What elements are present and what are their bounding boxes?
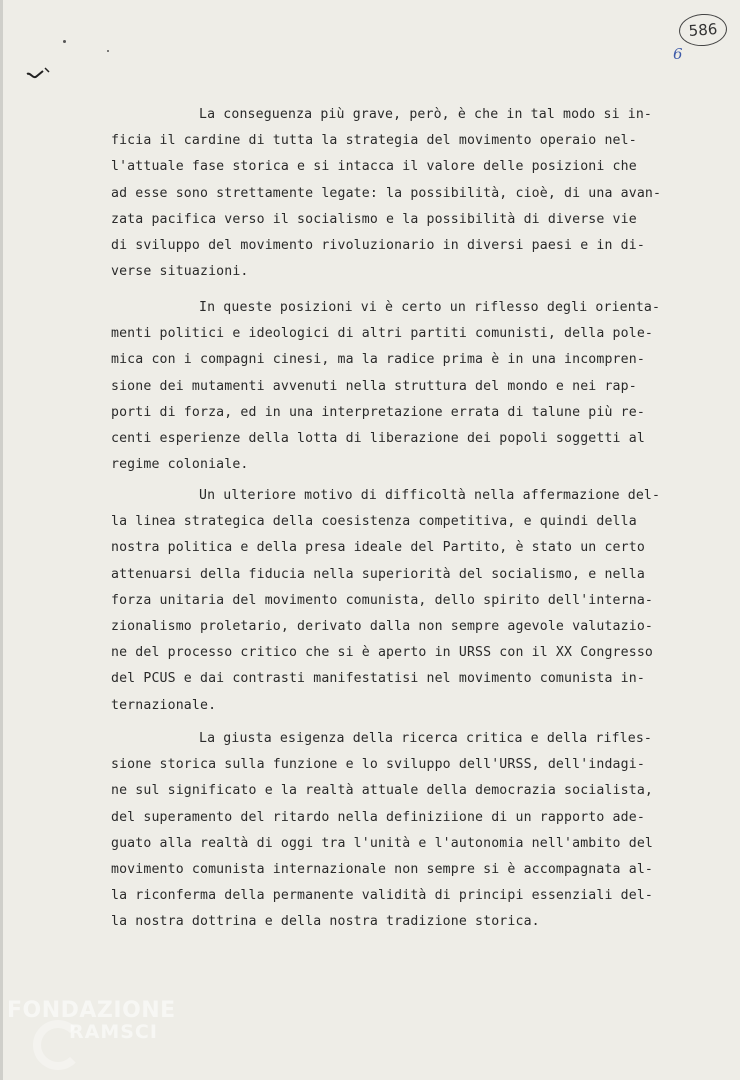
text-line: regime coloniale. (111, 457, 249, 473)
text-line: La giusta esigenza della ricerca critica e della rifles- (199, 731, 653, 746)
pen-mark-icon (25, 62, 51, 86)
text-line: ad esse sono strettamente legate: la possibilità, cioè, di una avan- (111, 185, 662, 201)
archive-stamp-number: 586 (688, 20, 718, 40)
text-line: centi esperienze della lotta di liberazione dei popoli soggetti al (111, 431, 645, 447)
text-line: nostra politica e della presa ideale del Partito, è stato un certo (111, 540, 645, 556)
speck (63, 40, 66, 43)
text-line: forza unitaria del movimento comunista, dello spirito dell'interna- (111, 592, 653, 608)
text-line: zata pacifica verso il socialismo e la possibilità di diverse vie (111, 211, 637, 227)
speck (107, 50, 109, 52)
paragraph-2 (111, 295, 706, 478)
archive-stamp (678, 12, 728, 47)
text-line: la linea strategica della coesistenza competitiva, e quindi della (111, 514, 637, 530)
handwritten-page-number: 6 (673, 45, 683, 63)
text-line: zionalismo proletario, derivato dalla non sempre agevole valutazio- (111, 619, 653, 635)
text-line: porti di forza, ed in una interpretazione errata di talune più re- (111, 404, 645, 420)
text-line: ne del processo critico che si è aperto in URSS con il XX Congresso (111, 645, 653, 661)
text-line: del PCUS e dai contrasti manifestatisi nel movimento comunista in- (111, 671, 645, 687)
text-line: ne sul significato e la realtà attuale della democrazia socialista, (111, 783, 653, 799)
watermark (7, 998, 176, 1043)
text-line: mica con i compagni cinesi, ma la radice prima è in una incompren- (111, 352, 645, 368)
text-line: del superamento del ritardo nella definiziione di un rapporto ade- (111, 809, 645, 825)
paragraph-4 (111, 726, 706, 936)
watermark-line-1: FONDAZIONE (7, 998, 176, 1023)
text-line: ficia il cardine di tutta la strategia del movimento operaio nel- (111, 133, 637, 149)
paragraph-1 (111, 102, 706, 285)
text-line: sione storica sulla funzione e lo sviluppo dell'URSS, dell'indagi- (111, 757, 645, 773)
paragraph-3 (111, 483, 706, 719)
text-line: movimento comunista internazionale non sempre si è accompagnata al- (111, 862, 653, 878)
text-line: verse situazioni. (111, 264, 249, 280)
watermark-line-2: RAMSCI (69, 1021, 158, 1043)
text-line: sione dei mutamenti avvenuti nella struttura del mondo e nei rap- (111, 378, 637, 394)
text-line: La conseguenza più grave, però, è che in tal modo si in- (199, 107, 653, 122)
text-line: menti politici e ideologici di altri partiti comunisti, della pole- (111, 326, 653, 342)
text-line: guato alla realtà di oggi tra l'unità e l'autonomia nell'ambito del (111, 835, 653, 851)
text-line: di sviluppo del movimento rivoluzionario in diversi paesi e in di- (111, 238, 645, 254)
text-line: Un ulteriore motivo di difficoltà nella affermazione del- (199, 488, 661, 503)
text-line: la riconferma della permanente validità di principi essenziali del- (111, 888, 653, 904)
text-line: In queste posizioni vi è certo un riflesso degli orienta- (199, 300, 661, 315)
text-line: l'attuale fase storica e si intacca il valore delle posizioni che (111, 159, 637, 175)
text-line: attenuarsi della fiducia nella superiorità del socialismo, e nella (111, 566, 645, 582)
text-line: ternazionale. (111, 697, 217, 713)
text-line: la nostra dottrina e della nostra tradizione storica. (111, 914, 540, 930)
